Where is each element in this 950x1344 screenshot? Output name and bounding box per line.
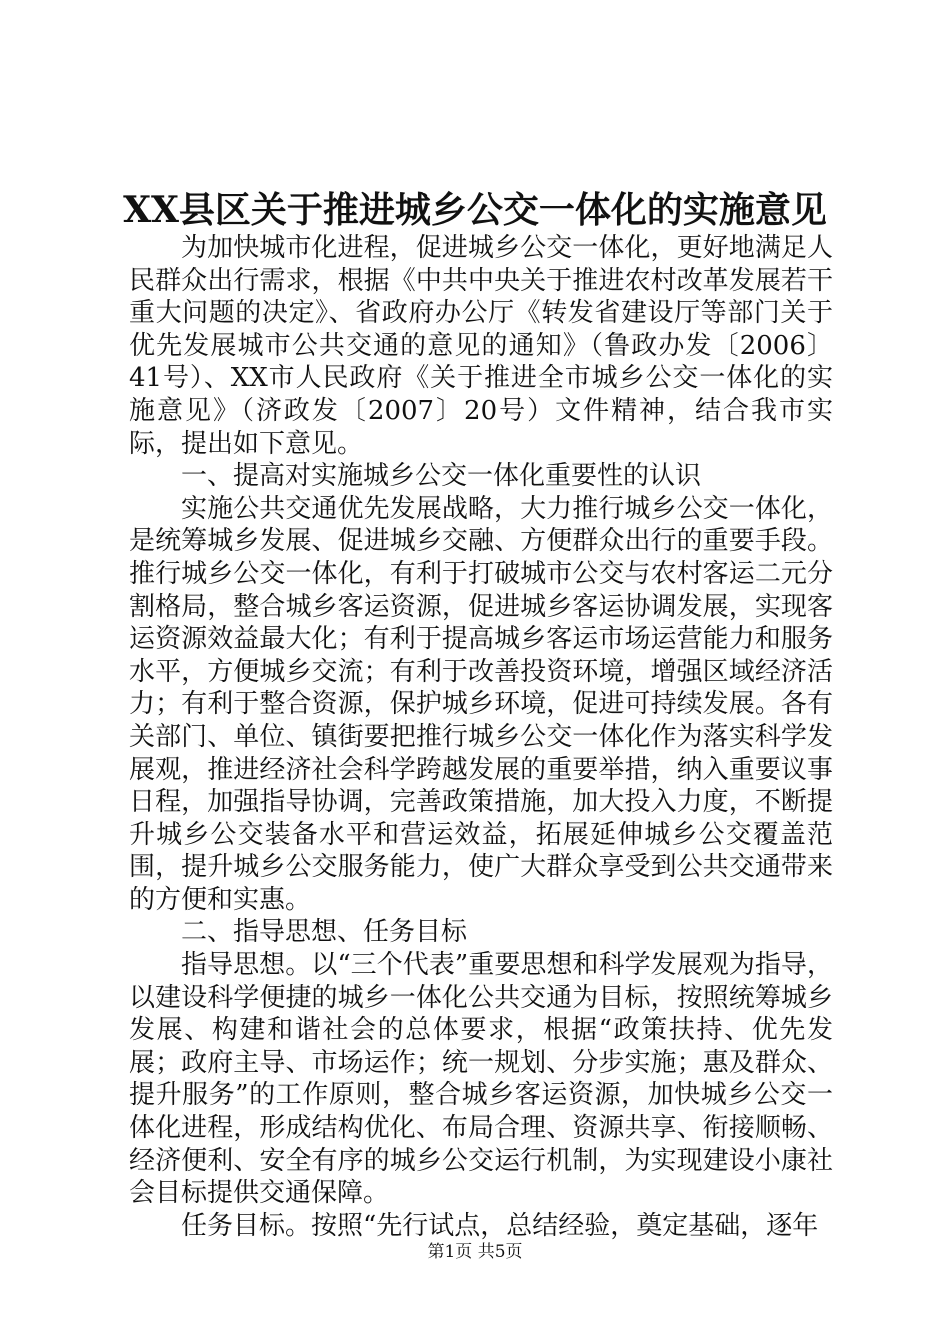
document-body — [129, 232, 833, 1242]
section-heading-2: 二、指导思想、任务目标 — [181, 917, 468, 948]
document-title: XX县区关于推进城乡公交一体化的实施意见 — [123, 189, 827, 231]
paragraph-section-1: 实施公共交通优先发展战略，大力推行城乡公交一体化，是统筹城乡发展、促进城乡交融、方便群众出行的重要手段。推行城乡公交一体化，有利于打破城市公交与农村客运二元分割格局，整合城乡客运资源，促进城乡客运协调发展，实现客运资源效益最大化；有利于提高城乡客运市场运营能力和服务水平，方便城乡交流；有利于改善投资环境，增强区域经济活力；有利于整合资源，保护城乡环境，促进可持续发展。各有关部门、单位、镇街要把推行城乡公交一体化作为落实科学发展观，推进经济社会科学跨越发展的重要举措，纳入重要议事日程，加强指导协调，完善政策措施，加大投入力度，不断提升城乡公交装备水平和营运效益，拓展延伸城乡公交覆盖范围，提升城乡公交服务能力，使广大群众享受到公共交通带来的方便和实惠。 — [129, 493, 833, 915]
paragraph-task-goals: 任务目标。按照“先行试点，总结经验，奠定基础，逐年 — [181, 1210, 819, 1241]
paragraph-guiding-ideology: 指导思想。以“三个代表”重要思想和科学发展观为指导，以建设科学便捷的城乡一体化公共交通为目标，按照统筹城乡发展、构建和谐社会的总体要求，根据“政策扶持、优先发展；政府主导、市场运作；统一规划、分步实施；惠及群众、提升服务”的工作原则，整合城乡客运资源，加快城乡公交一体化进程，形成结构优化、布局合理、资源共享、衔接顺畅、经济便利、安全有序的城乡公交运行机制，为实现建设小康社会目标提供交通保障。 — [129, 950, 833, 1209]
section-heading-1: 一、提高对实施城乡公交一体化重要性的认识 — [181, 461, 702, 492]
page-footer: 第1页 共5页 — [427, 1242, 523, 1262]
paragraph-intro: 为加快城市化进程，促进城乡公交一体化，更好地满足人民群众出行需求，根据《中共中央关于推进农村改革发展若干重大问题的决定》、省政府办公厅《转发省建设厅等部门关于优先发展城市公共交通的意见的通知》（鲁政办发〔2006〕41号）、XX市人民政府《关于推进全市城乡公交一体化的实施意见》（济政发〔2007〕20号）文件精神，结合我市实际，提出如下意见。 — [129, 233, 833, 459]
